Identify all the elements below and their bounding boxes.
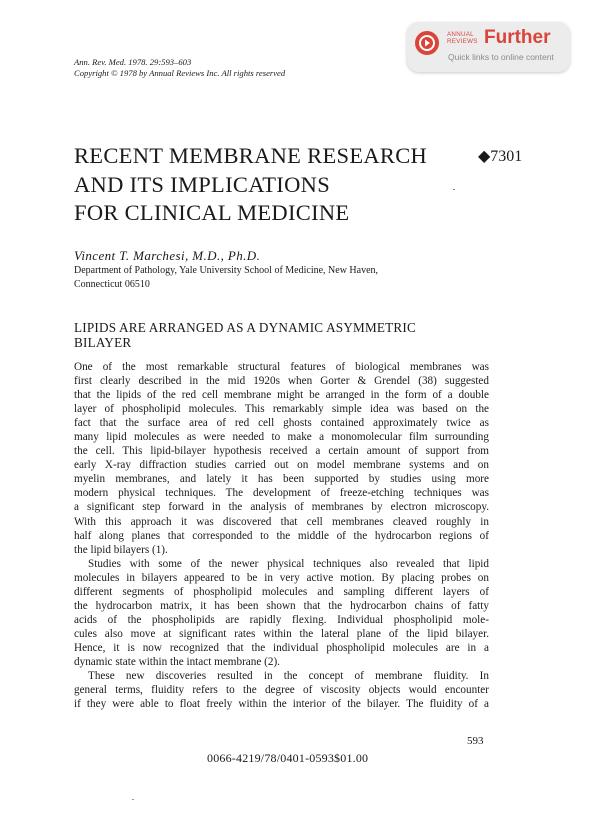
- body-line: fact that the surface area of red cell ghosts contained approximately twice as: [74, 417, 489, 430]
- body-line: a significant step forward in the analysis of membranes by electron microscopy.: [74, 501, 489, 514]
- citation-line-1: Ann. Rev. Med. 1978. 29:593–603: [74, 57, 192, 67]
- annual-reviews-further-badge[interactable]: [407, 22, 570, 72]
- speck-mark: [132, 799, 134, 800]
- body-line: With this approach it was discovered that cell membranes cleaved roughly in: [74, 515, 489, 528]
- body-line: cules also move at significant rates within the lateral plane of the lipid bilayer.: [74, 627, 489, 640]
- body-line: half along planes that corresponded to the middle of the hydrocarbon regions of: [74, 529, 489, 542]
- title-line-2: AND ITS IMPLICATIONS: [74, 171, 331, 197]
- badge-further-text: Further: [484, 27, 551, 48]
- affiliation-line-2: Connecticut 06510: [74, 278, 150, 290]
- affiliation-line-1: Department of Pathology, Yale University School of Medicine, New Haven,: [74, 265, 379, 276]
- citation-line-2: Copyright © 1978 by Annual Reviews Inc. All rights reserved: [74, 67, 286, 78]
- title-line-1: RECENT MEMBRANE RESEARCH: [74, 143, 428, 168]
- body-line: acids of the phospholipids are rapidly flexing. Individual phospholipid mole-: [74, 613, 489, 626]
- body-line: layer of phospholipid molecules. This remarkably simple idea was based on the: [74, 403, 489, 416]
- section-heading-line-2: BILAYER: [74, 335, 132, 350]
- article-title: [74, 142, 427, 228]
- badge-publisher-label: [447, 31, 478, 45]
- body-line: general terms, fluidity refers to the degree of viscosity objects would encounter: [74, 684, 489, 697]
- body-line: if they were able to float freely within the interior of the bilayer. The fluidity of a: [74, 698, 489, 711]
- badge-tagline: Quick links to online content: [448, 52, 554, 62]
- badge-reviews-text: REVIEWS: [447, 38, 478, 45]
- body-line: the lipid bilayers (1).: [74, 543, 168, 556]
- body-line: dynamic state within the intact membrane (2).: [74, 655, 280, 668]
- body-line: These new discoveries resulted in the concept of membrane fluidity. In: [88, 670, 489, 683]
- badge-annual-text: ANNUAL: [447, 31, 474, 38]
- body-line: different segments of phospholipid molecules and sampling different layers of: [74, 585, 489, 598]
- body-line: Hence, it is now recognized that the individual phospholipid molecules are in a: [74, 641, 489, 654]
- body-line: many lipid molecules as were needed to make a monomolecular film surrounding: [74, 431, 489, 444]
- body-line: Studies with some of the newer physical techniques also revealed that lipid: [88, 557, 489, 570]
- body-line: the cell. This lipid-bilayer hypothesis received a certain amount of support from: [74, 445, 489, 458]
- body-line: first clearly described in the mid 1920s when Gorter & Grendel (38) suggested: [74, 375, 489, 388]
- body-line: that the lipids of the red cell membrane might be arranged in the form of a double: [74, 389, 489, 402]
- footer-code: 0066-4219/78/0401-0593$01.00: [207, 751, 369, 765]
- journal-citation: [74, 57, 285, 78]
- author-name: Vincent T. Marchesi, M.D., Ph.D.: [74, 248, 261, 263]
- page-number: 593: [467, 735, 484, 747]
- body-line: molecules in bilayers appeared to be in very active motion. By placing probes on: [74, 571, 489, 584]
- title-line-3: FOR CLINICAL MEDICINE: [74, 200, 350, 225]
- body-line: modern physical techniques. The development of freeze-etching techniques was: [74, 487, 489, 500]
- section-heading: [74, 320, 416, 350]
- section-heading-line-1: LIPIDS ARE ARRANGED AS A DYNAMIC ASYMMETRIC: [74, 320, 416, 335]
- body-text: [74, 360, 489, 711]
- body-line: myelin membranes, and lately it has been supported by studies using more: [74, 473, 489, 486]
- body-line: the hydrocarbon matrix, it has been shown that the hydrocarbon chains of fatty: [74, 599, 489, 612]
- article-code: ◆7301: [478, 148, 523, 165]
- play-circle-icon: [415, 31, 439, 55]
- body-line: One of the most remarkable structural features of biological membranes was: [74, 361, 489, 373]
- author-affiliation: [74, 264, 378, 291]
- body-line: early X-ray diffraction studies carried out on model membrane systems and on: [74, 459, 489, 472]
- speck-mark: [453, 189, 455, 190]
